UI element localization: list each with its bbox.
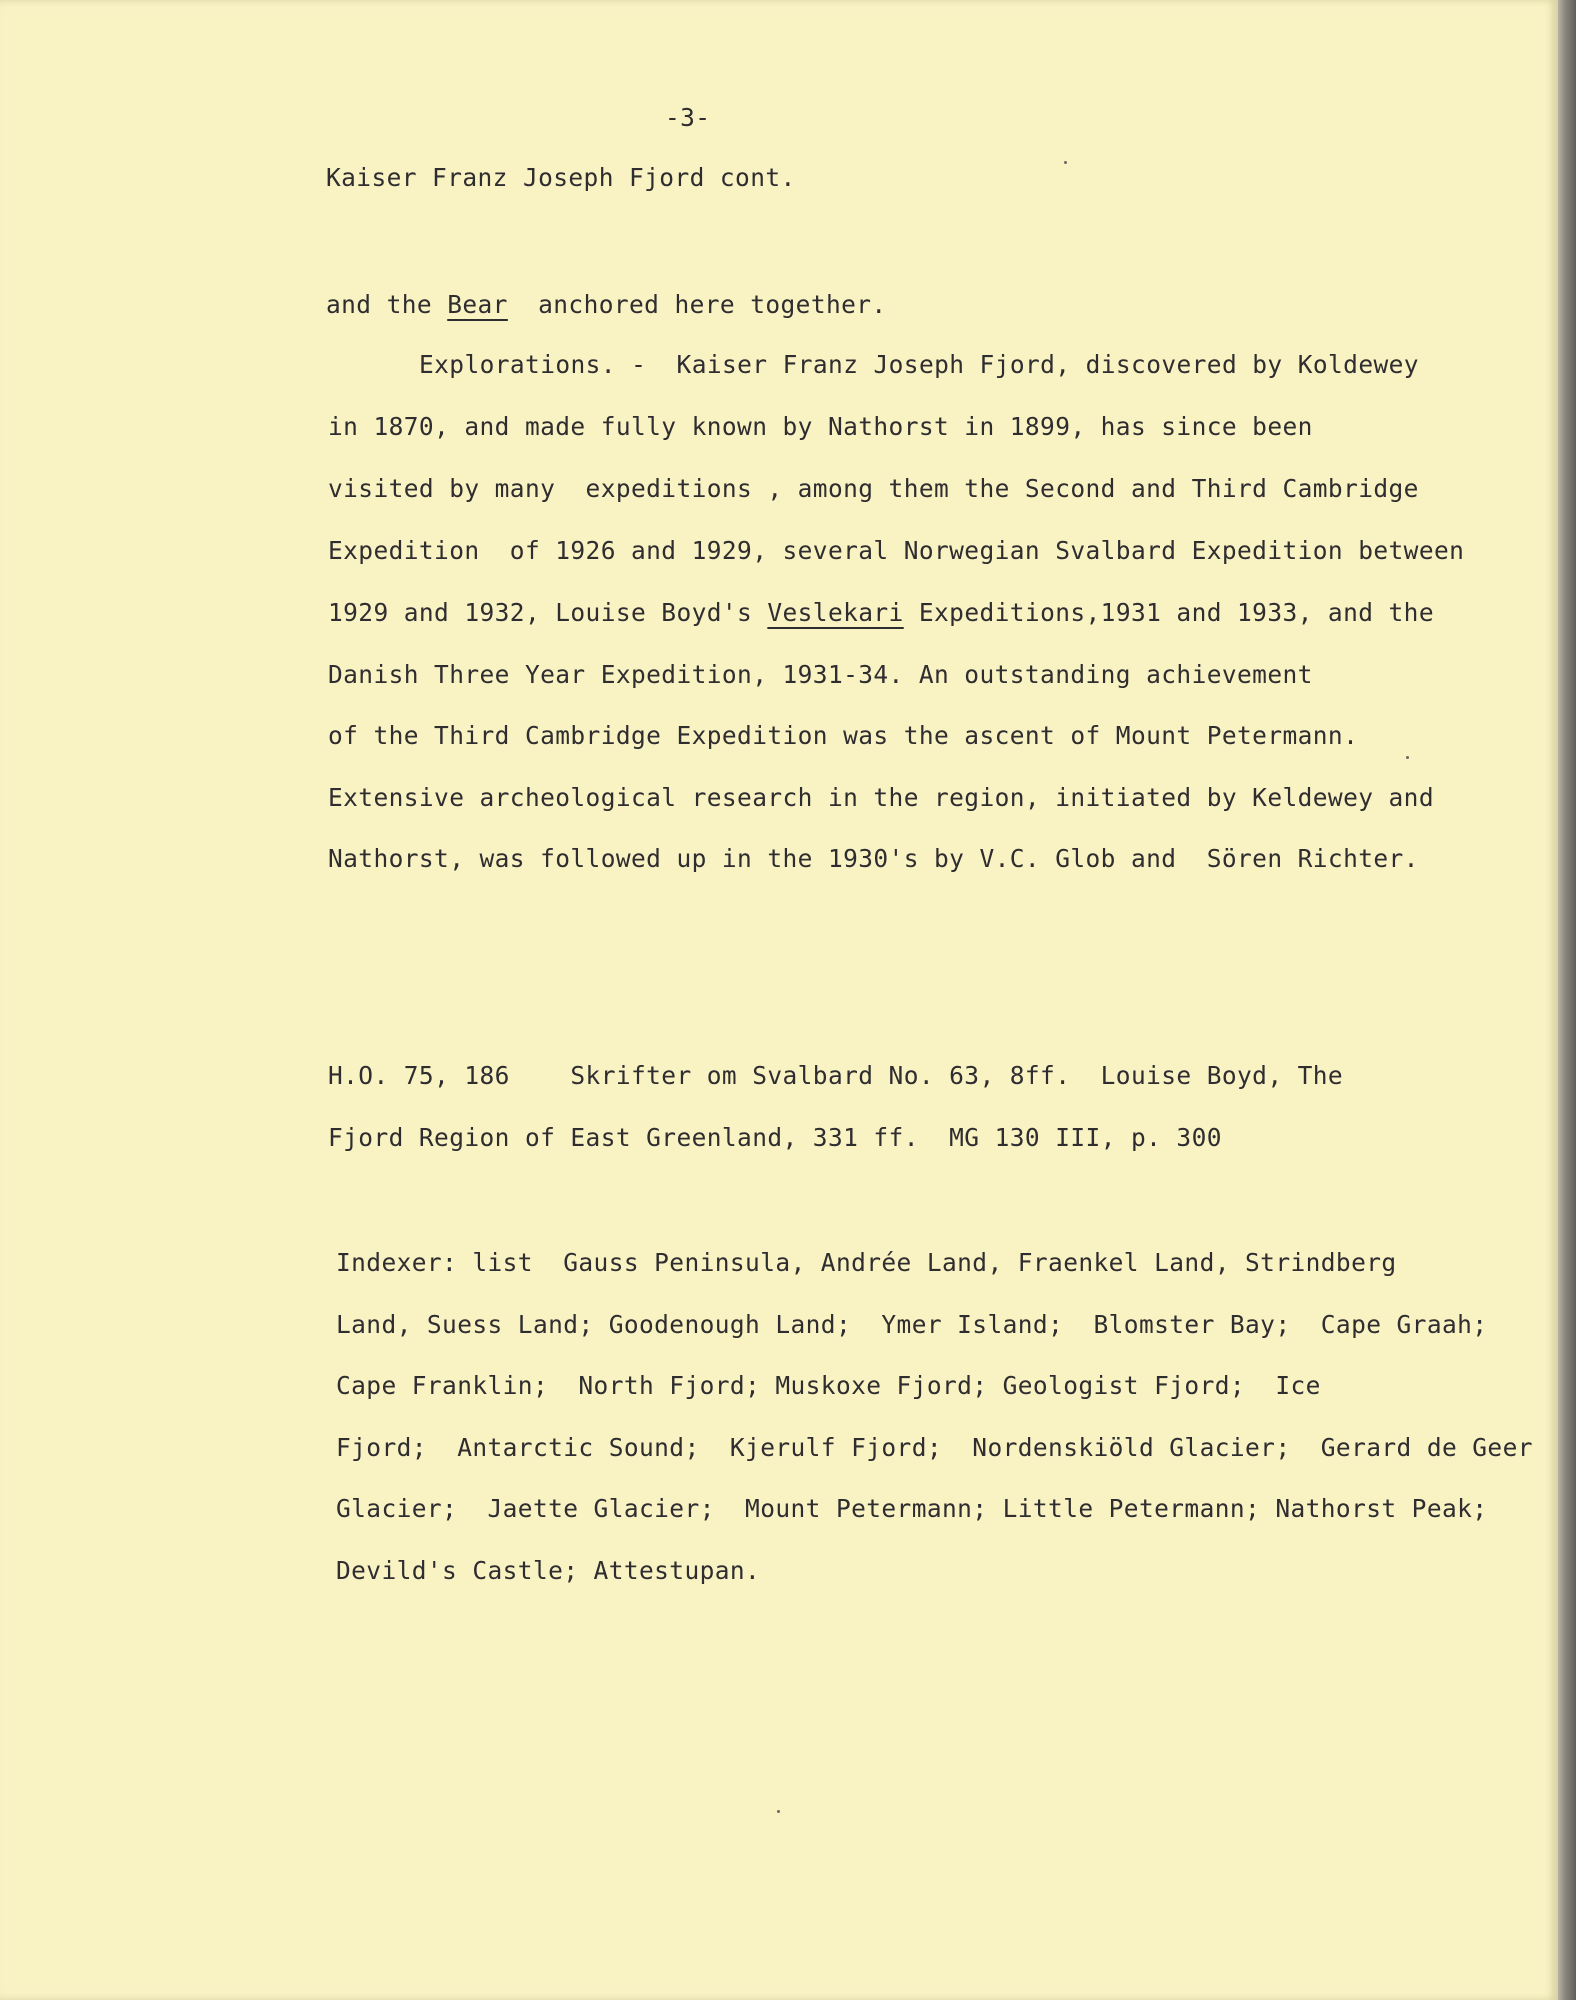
- explorations-line-8: Extensive archeological research in the region, initiated by Keldewey and: [328, 783, 1434, 812]
- indexer-line-3: Cape Franklin; North Fjord; Muskoxe Fjord; Geologist Fjord; Ice: [336, 1371, 1321, 1400]
- explorations-line-2: in 1870, and made fully known by Nathorst in 1899, has since been: [328, 412, 1313, 441]
- explorations-line-9: Nathorst, was followed up in the 1930's by V.C. Glob and Sören Richter.: [328, 844, 1419, 873]
- paper-speck: [1064, 161, 1067, 164]
- indexer-line-4: Fjord; Antarctic Sound; Kjerulf Fjord; Nordenskiöld Glacier; Gerard de Geer: [336, 1433, 1533, 1462]
- explorations-line-5-after: Expeditions,1931 and 1933, and the: [903, 598, 1434, 627]
- explorations-line-4: Expedition of 1926 and 1929, several Norwegian Svalbard Expedition between: [328, 536, 1465, 565]
- indexer-line-2: Land, Suess Land; Goodenough Land; Ymer Island; Blomster Bay; Cape Graah;: [336, 1310, 1488, 1339]
- section-heading: Kaiser Franz Joseph Fjord cont.: [326, 163, 796, 192]
- explorations-line-6: Danish Three Year Expedition, 1931-34. An outstanding achievement: [328, 660, 1313, 689]
- explorations-line-5-before: 1929 and 1932, Louise Boyd's: [328, 598, 768, 627]
- ship-name-bear: Bear: [447, 290, 508, 319]
- page-edge-shadow: [1558, 0, 1576, 2000]
- indexer-line-6: Devild's Castle; Attestupan.: [336, 1556, 761, 1585]
- intro-before: and the: [326, 290, 448, 319]
- paper-speck: [1406, 756, 1409, 759]
- indexer-line-5: Glacier; Jaette Glacier; Mount Petermann; Little Petermann; Nathorst Peak;: [336, 1494, 1488, 1523]
- ship-name-veslekari: Veslekari: [767, 598, 904, 627]
- page-number: -3-: [665, 103, 711, 132]
- explorations-line-5: [328, 597, 1434, 629]
- explorations-line-7: of the Third Cambridge Expedition was the ascent of Mount Petermann.: [328, 721, 1359, 750]
- intro-after: anchored here together.: [507, 290, 887, 319]
- reference-line-1: H.O. 75, 186 Skrifter om Svalbard No. 63, 8ff. Louise Boyd, The: [328, 1061, 1344, 1090]
- paper-speck: [777, 1810, 780, 1813]
- explorations-line-3: visited by many expeditions , among them the Second and Third Cambridge: [328, 474, 1419, 503]
- intro-line: [326, 289, 887, 321]
- reference-line-2: Fjord Region of East Greenland, 331 ff. MG 130 III, p. 300: [328, 1123, 1222, 1152]
- explorations-line-1: Explorations. - Kaiser Franz Joseph Fjord, discovered by Koldewey: [419, 350, 1419, 379]
- indexer-line-1: Indexer: list Gauss Peninsula, Andrée Land, Fraenkel Land, Strindberg: [336, 1248, 1397, 1277]
